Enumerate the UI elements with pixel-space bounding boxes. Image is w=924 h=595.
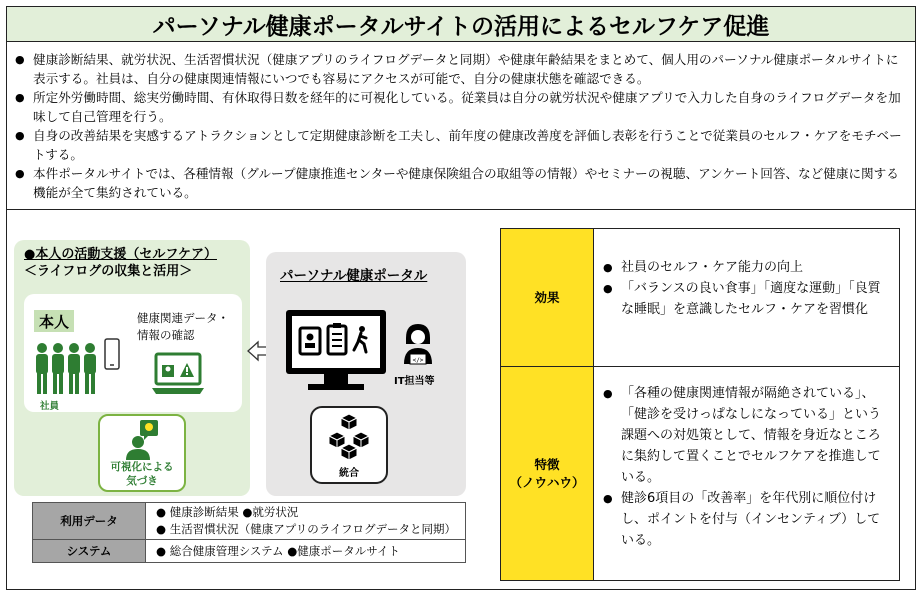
usage-data-cell	[146, 503, 466, 540]
summary-bullet: ● 健康診断結果、就労状況、生活習慣状況（健康アプリのライフログデータと同期）や健康年齢結果をまとめて、個人用のパーソナル健康ポータルサイトに表示する。社員は、自分の健康関連情報にいつでも容易にアクセスが可能で、自分の健康状態を確認できる。	[15, 50, 905, 88]
summary-bullet: ● 自身の改善結果を実感するアトラクションとして定期健康診断を工夫し、前年度の健康改善度を評価し表彰を行うことで従業員のセルフ・ケアをモチベートする。	[15, 126, 905, 164]
features-item: ● 健診6項目の「改善率」を年代別に順位付けし、ポイントを付与（インセンティブ）している。	[603, 488, 889, 551]
it-staff-icon	[398, 320, 438, 374]
effects-item: ● 社員のセルフ・ケア能力の向上	[603, 257, 889, 278]
page-title: パーソナル健康ポータルサイトの活用によるセルフケア促進	[152, 13, 770, 40]
effects-list	[603, 257, 889, 320]
system-header: システム	[33, 540, 146, 563]
effects-features-table	[500, 228, 900, 581]
support-subtitle: ＜ライフログの収集と活用＞	[24, 264, 193, 279]
visualize-line1: 可視化による	[110, 461, 174, 473]
summary-bullet: ● 所定外労働時間、総実労働時間、有休取得日数を経年的に可視化している。従業員は自分の就労状況や健康アプリで入力した自身のライフログデータを加味して自己管理を行う。	[15, 88, 905, 126]
summary-bullet: ● 本件ポータルサイトでは、各種情報（グループ健康推進センターや健康保険組合の取組等の情報）やセミナーの視聴、アンケート回答、など健康に関する機能が全て集約されている。	[15, 164, 905, 202]
features-head-line1: 特徴	[534, 456, 560, 472]
data-check-line2: 情報の確認	[137, 328, 195, 342]
table-row	[33, 540, 466, 563]
features-item: ● 「各種の健康関連情報が隔絶されている」、「健診を受けっぱなしになっている」という課題への対処策として、情報を身近なところに集約して置くことでセルフケアを推進している。	[603, 383, 889, 488]
system-cell: ● 総合健康管理システム ●健康ポータルサイト	[146, 540, 466, 563]
svg-text:</>: </>	[412, 357, 424, 364]
effects-item: ● 「バランスの良い食事」「適度な運動」「良質な睡眠」を意識したセルフ・ケアを習慣化	[603, 278, 889, 320]
effects-body	[603, 257, 889, 320]
idea-person-icon	[100, 418, 184, 462]
laptop-icon	[150, 352, 206, 402]
summary-box	[6, 42, 916, 210]
integration-label: 統合	[339, 468, 359, 479]
usage-table	[32, 502, 466, 563]
features-body	[603, 383, 889, 551]
features-row	[501, 367, 899, 580]
features-head-line2: （ノウハウ）	[509, 474, 585, 490]
employee-label: 社員	[40, 401, 60, 412]
portal-title: パーソナル健康ポータル	[280, 268, 428, 284]
usage-data-line2: ● 生活習慣状況（健康アプリのライフログデータと同期）	[156, 522, 457, 536]
data-check-text	[137, 310, 229, 344]
effects-head-label: 効果	[534, 289, 560, 305]
support-title: ●本人の活動支援（セルフケア）	[24, 247, 217, 262]
effects-header	[501, 229, 594, 366]
integration-cubes-icon	[312, 410, 386, 464]
title-bar	[6, 6, 916, 42]
visualize-line2: 気づき	[126, 475, 158, 487]
honnin-label: 本人	[34, 310, 74, 332]
features-header	[501, 367, 594, 580]
data-check-line1: 健康関連データ・	[137, 311, 229, 325]
usage-data-header: 利用データ	[33, 503, 146, 540]
visualization-label	[98, 460, 186, 488]
features-list	[603, 383, 889, 551]
self-care-title	[24, 246, 217, 280]
summary-list	[15, 50, 905, 202]
monitor-icon	[284, 308, 388, 398]
table-row	[33, 503, 466, 540]
usage-data-line1: ● 健康診断結果 ●就労状況	[156, 505, 299, 519]
it-staff-label: IT担当等	[394, 376, 435, 387]
effects-row	[501, 229, 899, 367]
people-group-icon	[34, 340, 100, 400]
smartphone-icon	[104, 338, 120, 374]
